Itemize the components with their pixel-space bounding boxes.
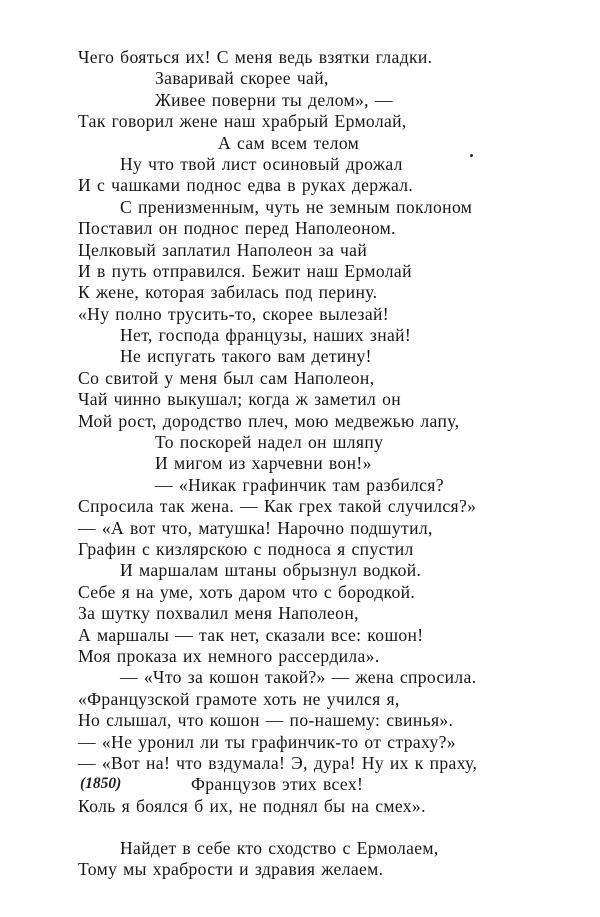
poem-line: И маршалам штаны обрызнул водкой.	[120, 560, 422, 581]
poem-line: — «Не уронил ли ты графинчик-то от страху?»	[78, 731, 456, 752]
poem-line: Спросила так жена. — Как грех такой случился?»	[78, 496, 477, 517]
poem-line: К жене, которая забилась под перину.	[78, 282, 378, 303]
poem-line: За шутку похвалил меня Наполеон,	[78, 603, 359, 624]
poem-line: Со свитой у меня был сам Наполеон,	[78, 367, 375, 388]
poem-line: «Французской грамоте хоть не учился я,	[78, 688, 400, 709]
poem-line: Целковый заплатил Наполеон за чай	[78, 239, 368, 260]
stanza-gap	[78, 817, 578, 838]
poem-date: (1850)	[80, 775, 122, 792]
poem-line: Найдет в себе кто сходство с Ермолаем,	[120, 838, 439, 859]
poem-line: С пренизменным, чуть не земным поклоном	[120, 196, 473, 217]
poem-line: И с чашками поднос едва в руках держал.	[78, 175, 414, 196]
poem-line: Чай чинно выкушал; когда ж заметил он	[78, 389, 401, 410]
poem-line: Себе я на уме, хоть даром что с бородкой.	[78, 581, 416, 602]
poem-line: — «А вот что, матушка! Нарочно подшутил,	[78, 517, 433, 538]
poem-line: И в путь отправился. Бежит наш Ермолай	[78, 260, 412, 281]
poem-part-1	[78, 47, 578, 817]
poem-line: Мой рост, дородство плеч, мою медвежью лапу,	[78, 410, 460, 431]
poem-line: Чего бояться их! С меня ведь взятки гладки.	[78, 47, 433, 67]
poem-line: А маршалы — так нет, сказали все: кошон!	[78, 624, 424, 645]
poem-line: То поскорей надел он шляпу	[155, 432, 384, 453]
poem-line: Французов этих всех!	[191, 774, 364, 795]
poem-line: Коль я боялся б их, не поднял бы на смех».	[78, 795, 426, 816]
poem-text	[78, 47, 578, 881]
poem-line: Моя проказа их немного рассердила».	[78, 645, 380, 666]
poem-line: Поставил он поднос перед Наполеоном.	[78, 218, 396, 239]
poem-line: Живее поверни ты делом», —	[155, 89, 393, 110]
poem-line: Ну что твой лист осиновый дрожал	[120, 153, 403, 174]
poem-line: — «Вот на! что вздумала! Э, дура! Ну их к праху,	[78, 752, 478, 773]
poem-line: Не испугать такого вам детину!	[120, 346, 372, 367]
poem-line: — «Никак графинчик там разбился?	[155, 474, 444, 495]
poem-line: Но слышал, что кошон — по-нашему: свинья».	[78, 710, 454, 731]
poem-line: Нет, господа французы, наших знай!	[120, 325, 412, 346]
poem-line: Заваривай скорее чай,	[155, 68, 329, 89]
poem-line: И мигом из харчевни вон!»	[155, 453, 372, 474]
poem-line: — «Что за кошон такой?» — жена спросила.	[120, 667, 477, 688]
poem-line: Так говорил жене наш храбрый Ермолай,	[78, 111, 407, 132]
poem-line: Графин с кизлярскою с подноса я спустил	[78, 538, 414, 559]
poem-line: «Ну полно трусить-то, скорее вылезай!	[78, 303, 389, 324]
poem-part-2	[78, 838, 578, 881]
poem-line: Тому мы храбрости и здравия желаем.	[78, 859, 384, 880]
poem-line: А сам всем телом	[218, 132, 360, 153]
